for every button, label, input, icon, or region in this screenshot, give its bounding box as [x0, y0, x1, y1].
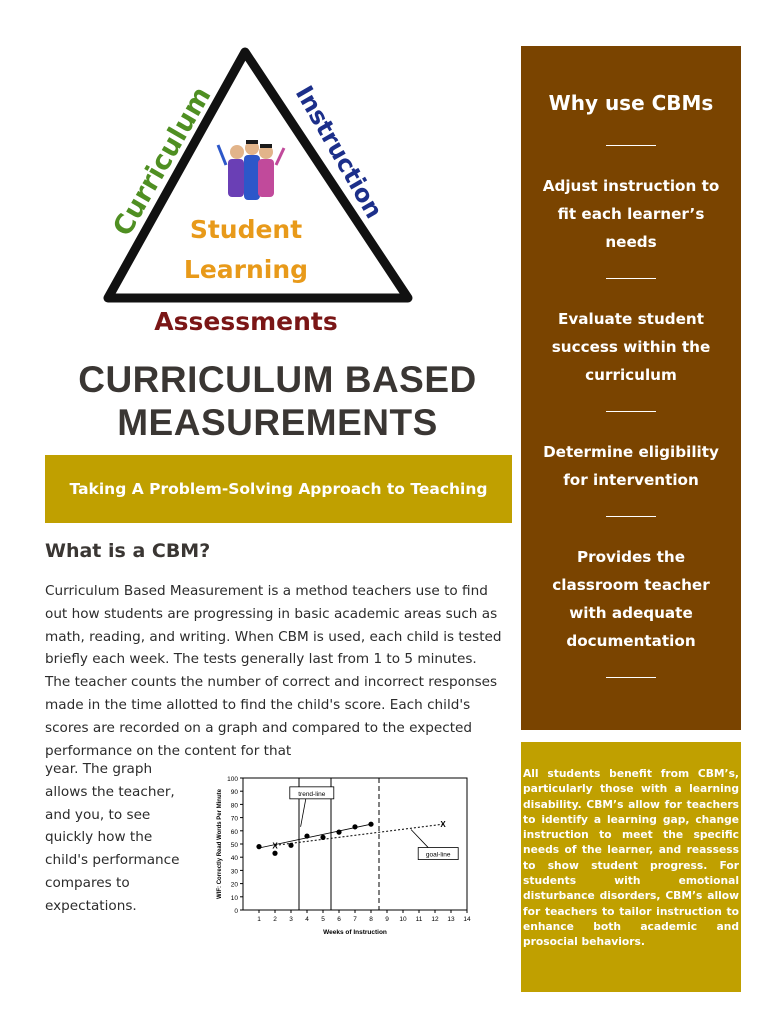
- y-tick-label: 20: [230, 881, 238, 889]
- subtitle-banner: Taking A Problem-Solving Approach to Teaching: [45, 455, 512, 523]
- data-point: [288, 843, 293, 848]
- x-tick-label: 8: [369, 916, 373, 923]
- cbm-description-continued: year. The graph allows the teacher, and you, to see quickly how the child's performance compares to expectations.: [45, 761, 180, 914]
- logo-assessments: Assessments: [154, 307, 338, 336]
- divider: [606, 677, 656, 678]
- logo-curriculum: Curriculum: [107, 81, 218, 242]
- data-point: [256, 844, 261, 849]
- x-tick-label: 3: [289, 916, 293, 923]
- y-tick-label: 60: [230, 828, 238, 836]
- logo-student: Student: [189, 215, 303, 244]
- y-tick-label: 70: [230, 815, 238, 823]
- x-tick-label: 6: [337, 916, 341, 923]
- data-point: [320, 835, 325, 840]
- cbm-triangle-logo: [100, 40, 420, 340]
- data-point: [368, 822, 373, 827]
- y-tick-label: 10: [230, 894, 238, 902]
- graduates-icon: [218, 140, 284, 200]
- benefits-text: All students benefit from CBM’s, particularly those with a learning disability. CBM’s allow for teachers to identify a learning gap, change instruction to meet the specific needs of the learner, and reassess to show student progress. For students with emotional disturbance disorders, CBM’s allow for teachers to tailor instruction to enhance both academic and prosocial behaviors.: [523, 767, 739, 949]
- page-title: [40, 358, 515, 444]
- x-tick-label: 7: [353, 916, 357, 923]
- sidebar-title: Why use CBMs: [548, 91, 714, 115]
- goal-marker: X: [272, 841, 278, 851]
- divider: [606, 278, 656, 279]
- divider: [606, 411, 656, 412]
- y-tick-label: 30: [230, 868, 238, 876]
- data-point: [272, 851, 277, 856]
- logo-learning: Learning: [183, 255, 309, 284]
- goal-marker: X: [440, 820, 446, 830]
- x-tick-label: 10: [399, 916, 407, 923]
- y-tick-label: 50: [230, 842, 238, 849]
- sidebar-item-eligibility: Determine eligibility for intervention: [543, 443, 719, 489]
- y-tick-label: 90: [230, 789, 238, 797]
- sidebar-item-adjust: Adjust instruction to fit each learner’s needs: [542, 177, 720, 251]
- x-tick-label: 9: [385, 916, 389, 923]
- logo-instruction: Instruction: [289, 81, 389, 224]
- x-tick-label: 4: [305, 916, 309, 923]
- y-tick-label: 100: [227, 776, 238, 783]
- x-tick-label: 12: [431, 916, 439, 923]
- y-axis-label: WIF: Correctly Read Words Per Minute: [217, 789, 223, 899]
- annotation-goal-line: goal-line: [425, 851, 451, 859]
- sidebar-item-documentation: Provides the classroom teacher with adequate documentation: [552, 548, 710, 650]
- benefits-box: [521, 742, 741, 992]
- annotation-arrow: [301, 799, 306, 827]
- x-axis-label: Weeks of Instruction: [323, 929, 387, 936]
- annotation-arrow: [411, 829, 428, 847]
- x-tick-label: 11: [415, 916, 423, 923]
- section-heading-what-is-cbm: What is a CBM?: [45, 540, 211, 562]
- y-tick-label: 0: [234, 908, 238, 915]
- x-tick-label: 2: [273, 916, 277, 923]
- data-point: [336, 830, 341, 835]
- x-tick-label: 5: [321, 916, 325, 923]
- x-tick-label: 13: [447, 916, 455, 923]
- x-tick-label: 14: [463, 916, 471, 923]
- y-tick-label: 80: [230, 802, 238, 810]
- why-use-cbms-sidebar: [521, 46, 741, 730]
- divider: [606, 516, 656, 517]
- goal-line: [275, 824, 443, 845]
- x-tick-label: 1: [257, 916, 261, 923]
- y-tick-label: 40: [230, 855, 238, 863]
- progress-chart: [205, 768, 487, 951]
- title-line-1: CURRICULUM BASED: [78, 359, 477, 400]
- progress-chart-svg: [205, 768, 487, 951]
- divider: [606, 145, 656, 146]
- annotation-trend-line: trend-line: [298, 790, 326, 798]
- data-point: [304, 833, 309, 838]
- title-line-2: MEASUREMENTS: [117, 402, 438, 443]
- sidebar-item-evaluate: Evaluate student success within the curriculum: [551, 310, 711, 384]
- data-point: [352, 824, 357, 829]
- cbm-description-paragraph: Curriculum Based Measurement is a method teachers use to find out how students are progressing in basic academic areas such as math, reading, and writing. When CBM is used, each child is tested briefly each week. The tests generally last from 1 to 5 minutes. The teacher counts the number of correct and incorrect responses made in the time allotted to find the child's score. Each child's scores are recorded on a graph and compared to the expected performance on the content for that: [45, 583, 502, 759]
